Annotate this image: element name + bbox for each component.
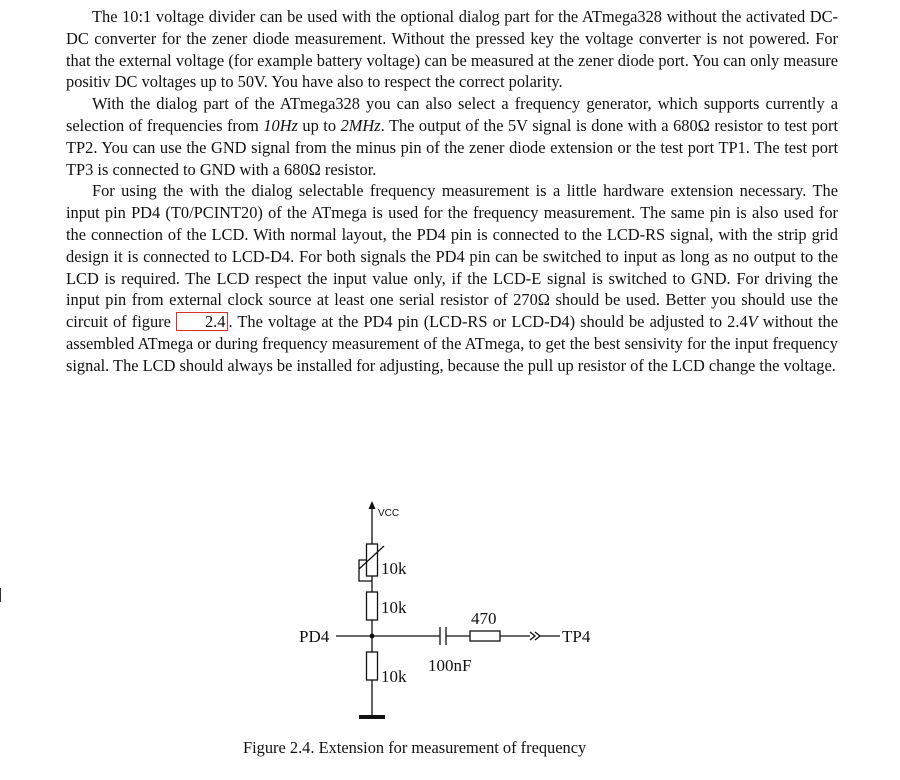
text-run: without the assembled ATmega or during frequency measurement of the ATmega, to get the best sensivity for the input frequency signal. The LCD should always be installed for adjusting, because the pull up resistor of the LCD change the voltage. [66,312,838,375]
potentiometer-arrow [359,546,384,569]
label-resistor-upper: 10k [381,598,407,617]
potentiometer-10k [367,544,378,576]
connector-chevron [535,632,540,640]
figure-reference-link[interactable]: 2.4 [176,312,229,331]
label-capacitor: 100nF [428,656,472,675]
text-run: . The output of the 5V signal is done with a 680Ω resistor to test port TP2. You can use the GND signal from the minus pin of the zener diode extension or the test port TP1. The test port TP3 is connected to GND with a 680Ω resistor. [66,115,839,179]
math-symbol: 10Hz [263,115,298,135]
ground-icon [359,715,385,719]
label-resistor-series: 470 [471,609,497,628]
connector-chevron [530,632,535,640]
text-run: . The voltage at the PD4 pin (LCD-RS or LCD-D4) should be adjusted to 2.4 [228,312,748,332]
paragraph [66,6,838,93]
text-run: up to [297,115,341,135]
label-input-pd4: PD4 [299,627,330,646]
math-symbol: 2MHz [340,115,381,135]
label-output-tp4: TP4 [562,627,591,646]
label-vcc: VCC [378,508,400,519]
junction-dot [370,634,375,639]
text-run: The 10:1 voltage divider can be used with the optional dialog part for the ATmega328 without the activated DC-DC converter for the zener diode measurement. Without the pressed key the voltage converter is not powered. For that the external voltage (for example battery voltage) can be measured at the zener diode port. You can only measure positiv DC voltages up to 50V. You have also to respect the correct polarity. [66,7,838,92]
resistor-upper-10k [367,592,378,620]
text-run: For using the with the dialog selectable frequency measurement is a little hardware extension necessary. The input pin PD4 (T0/PCINT20) of the ATmega is used for the frequency measurement. The same pin is also used for the connection of the LCD. With normal layout, the PD4 pin is connected to the LCD-RS signal, with the strip grid design it is connected to LCD-D4. For both signals the PD4 pin can be switched to input as long as no output to the LCD is required. The LCD respect the input value only, if the LCD-E signal is switched to GND. For driving the input pin from external clock source at least one serial resistor of 270Ω should be used. Better you should use the circuit of figure [66,181,838,332]
resistor-series-470 [470,631,500,641]
label-resistor-lower: 10k [381,667,407,686]
paragraph [66,93,838,180]
body-text [66,6,838,377]
figure-caption: Figure 2.4. Extension for measurement of frequency [243,738,587,757]
label-pot: 10k [381,559,407,578]
text-run: With the dialog part of the ATmega328 you can also select a frequency generator, which supports currently a selection of frequencies from [66,94,838,135]
vcc-arrow-icon [369,501,376,509]
math-symbol: V [747,312,758,332]
potentiometer-wiper [359,560,372,581]
resistor-lower-10k [367,652,378,680]
page-edge-mark [0,588,1,602]
paragraph [66,180,838,376]
